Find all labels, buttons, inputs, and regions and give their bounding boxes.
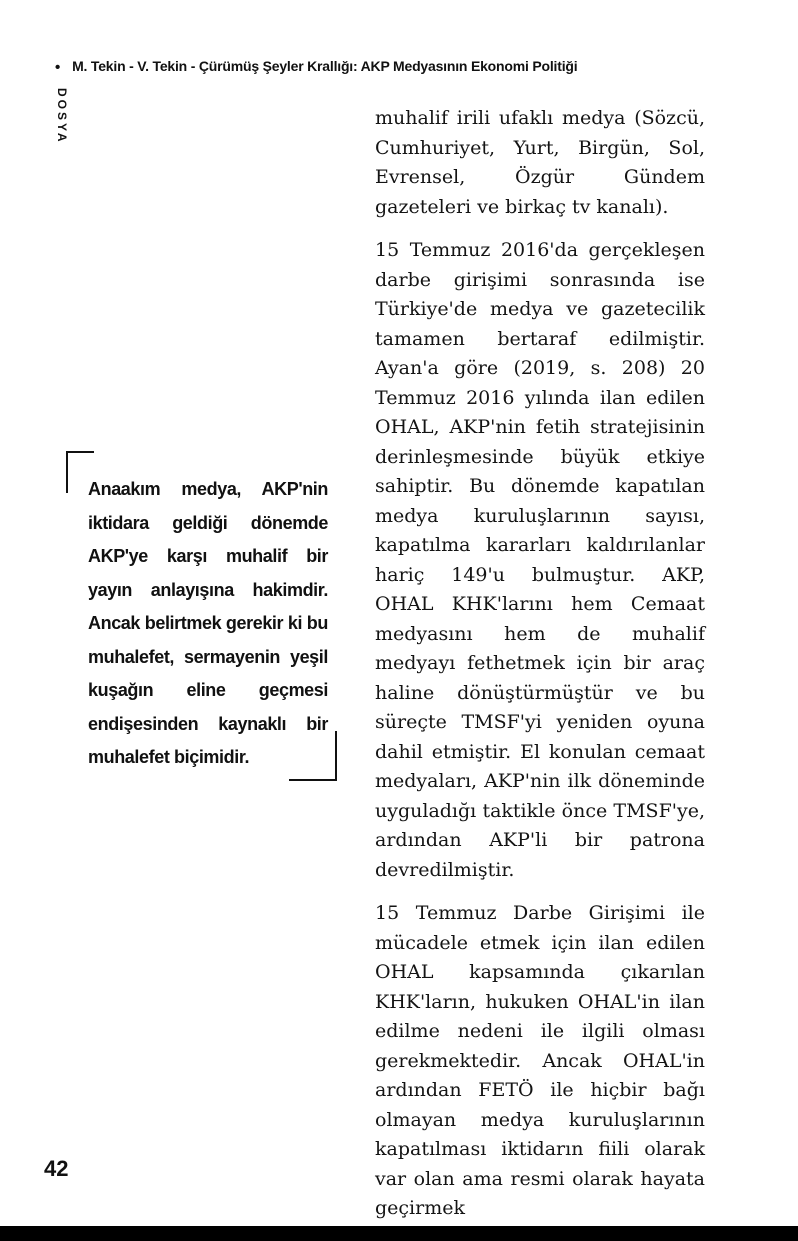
bottom-black-bar [0, 1226, 798, 1241]
body-paragraph: 15 Temmuz 2016'da gerçekleşen darbe girişimi sonrasında ise Türkiye'de medya ve gazetecilik tamamen bertaraf edilmiştir. Ayan'a göre (2019, s. 208) 20 Temmuz 2016 yılında ilan edilen OHAL, AKP'nin fetih stratejisinin derinleşmesinde büyük etkiye sahiptir. Bu dönemde kapatılan medya kuruluşlarının sayısı, kapatılma kararları kaldırılanlar hariç 149'u bulmuştur. AKP, OHAL KHK'larını hem Cemaat medyasını hem de muhalif medyayı fethetmek için bir araç haline dönüştürmüştür ve bu süreçte TMSF'yi yeniden oyuna dahil etmiştir. El konulan cemaat medyaları, AKP'nin ilk döneminde uyguladığı taktikle önce TMSF'ye, ardından AKP'li bir patrona devredilmiştir. [375, 239, 705, 881]
header-authors: M. Tekin - V. Tekin - [72, 58, 199, 74]
page-header [55, 58, 755, 76]
page-number: 42 [44, 1156, 69, 1181]
header-title: Çürümüş Şeyler Krallığı: AKP Medyasının Ekonomi Politiği [198, 58, 578, 74]
body-paragraph: 15 Temmuz Darbe Girişimi ile mücadele etmek için ilan edilen OHAL kapsamında çıkarılan KHK'ların, hukuken OHAL'in ilan edilme nedeni ile ilgili olması gerekmektedir. Ancak OHAL'in ardından FETÖ ile hiçbir bağı olmayan medya kuruluşlarının kapatılması iktidarın fiili olarak var olan ama resmi olarak hayata geçirmek [375, 902, 705, 1219]
bullet-icon: • [55, 58, 61, 76]
pull-quote: Anaakım medya, AKP'nin iktidara geldiği dönemde AKP'ye karşı muhalif bir yayın anlayışına hakimdir. Ancak belirtmek gerekir ki bu muhalefet, sermayenin yeşil kuşağın eline geçmesi endişesinden kaynaklı bir muhalefet biçimidir. [88, 479, 328, 767]
quote-bracket-bottom-right [289, 731, 337, 781]
side-label-dosya: DOSYA [55, 88, 69, 145]
body-paragraph: muhalif irili ufaklı medya (Sözcü, Cumhuriyet, Yurt, Birgün, Sol, Evrensel, Özgür Gündem gazeteleri ve birkaç tv kanalı). [375, 107, 705, 218]
body-column [375, 104, 705, 1238]
